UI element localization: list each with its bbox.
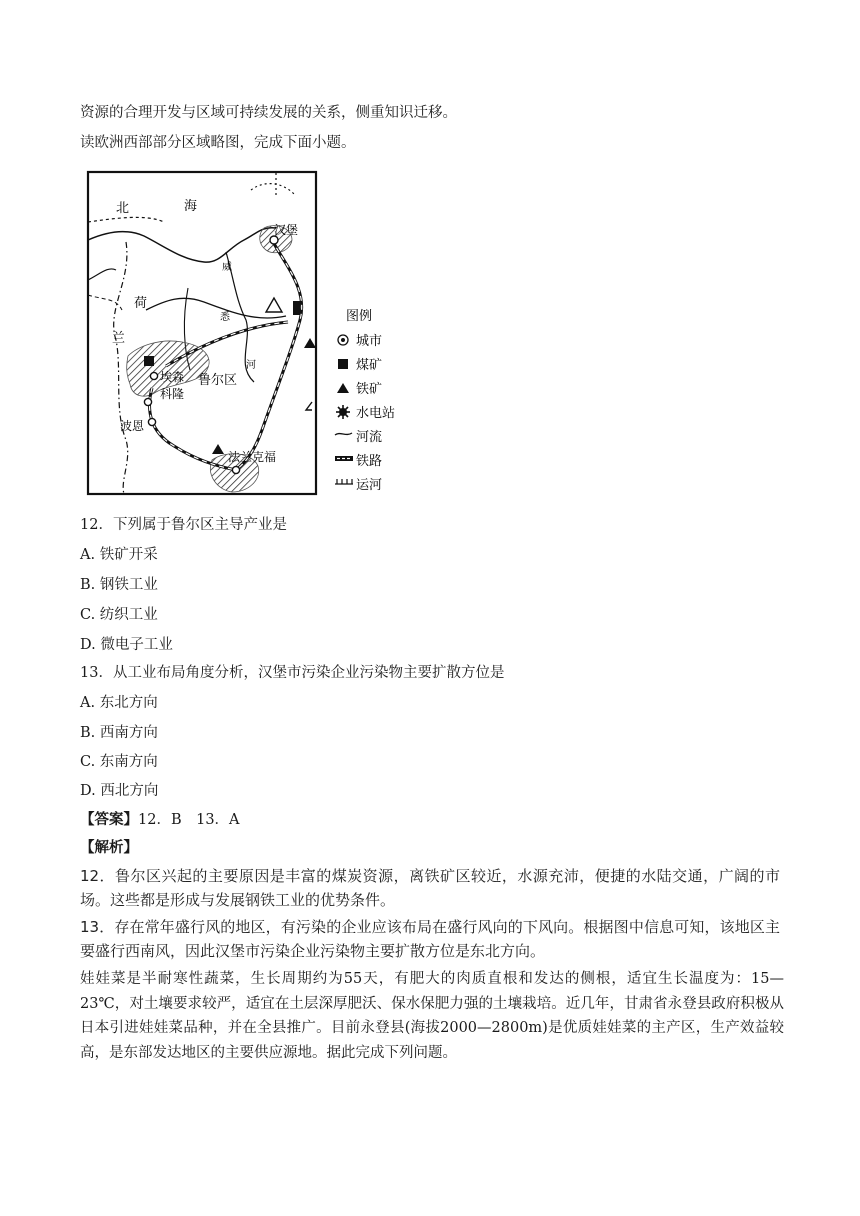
question-12-option-b: B. 钢铁工业 xyxy=(80,577,158,593)
analysis-13: 13．存在常年盛行风的地区，有污染的企业应该布局在盛行风向的下风向。根据图中信息可知，该地区主要盛行西南风，因此汉堡市污染企业污染物主要扩散方位是东北方向。 xyxy=(80,918,780,960)
city-label-essen: 埃森 xyxy=(160,370,185,384)
country-label-2: 兰 xyxy=(112,331,126,346)
legend-item-railway: 铁路 xyxy=(356,454,383,469)
question-13-option-c: C. 东南方向 xyxy=(80,754,158,770)
city-label-cologne: 科隆 xyxy=(160,387,185,401)
question-13-option-d: D. 西北方向 xyxy=(80,783,159,799)
answer-line xyxy=(80,810,240,830)
europe-west-map xyxy=(86,170,426,500)
legend-title: 图例 xyxy=(346,309,373,324)
river-label-1: 威 xyxy=(222,262,232,273)
river-label-2: 悉 xyxy=(220,312,230,323)
legend-item-city: 城市 xyxy=(356,334,383,349)
intro-line-2: 读欧洲西部部分区域略图，完成下面小题。 xyxy=(80,135,356,151)
analysis-12: 12．鲁尔区兴起的主要原因是丰富的煤炭资源，离铁矿区较近，水源充沛，便捷的水陆交通，广阔的市场。这些都是形成与发展钢铁工业的优势条件。 xyxy=(80,867,780,909)
cologne-city-icon xyxy=(144,398,151,405)
question-12-stem: 12．下列属于鲁尔区主导产业是 xyxy=(80,517,287,533)
answer-label: 【答案】 xyxy=(80,811,138,828)
region-label-ruhr: 鲁尔区 xyxy=(198,373,238,388)
country-label-1: 荷 xyxy=(134,296,148,311)
question-13-option-b: B. 西南方向 xyxy=(80,725,158,741)
river-label-3: 河 xyxy=(246,360,256,371)
sea-label-1: 北 xyxy=(116,201,130,216)
city-label-frankfurt: 法兰克福 xyxy=(228,450,277,464)
legend xyxy=(335,334,395,493)
question-13-option-a: A. 东北方向 xyxy=(80,695,158,711)
question-13-stem: 13．从工业布局角度分析，汉堡市污染企业污染物主要扩散方位是 xyxy=(80,665,505,681)
passage: 娃娃菜是半耐寒性蔬菜，生长周期约为55天，有肥大的肉质直根和发达的侧根，适宜生长温度为：15—23℃，对土壤要求较严，适宜在土层深厚肥沃、保水保肥力强的土壤栽培。近几年，甘肃省永登县政府积极从日本引进娃娃菜品种，并在全县推广。目前永登县(海拔2000—2800m)是优质娃娃菜的主产区，生产效益较高，是东部发达地区的主要供应源地。据此完成下列问题。 xyxy=(80,971,784,1061)
hamburg-city-icon xyxy=(270,236,278,244)
legend-item-canal: 运河 xyxy=(356,478,383,493)
question-12-option-a: A. 铁矿开采 xyxy=(80,547,158,563)
legend-item-river: 河流 xyxy=(356,430,383,445)
analysis-label: 【解析】 xyxy=(80,839,138,856)
essen-city-icon xyxy=(150,372,157,379)
question-12-option-d: D. 微电子工业 xyxy=(80,637,173,653)
question-12-option-c: C. 纺织工业 xyxy=(80,607,158,623)
city-label-hamburg: 汉堡 xyxy=(274,223,299,237)
city-label-bonn: 波恩 xyxy=(120,419,145,433)
legend-item-coal: 煤矿 xyxy=(356,358,383,373)
answer-text: 12．B 13．A xyxy=(138,812,240,828)
intro-line-1: 资源的合理开发与区域可持续发展的关系，侧重知识迁移。 xyxy=(80,105,457,121)
legend-item-hydro: 水电站 xyxy=(356,406,396,421)
bonn-city-icon xyxy=(148,418,155,425)
legend-item-iron: 铁矿 xyxy=(356,382,383,397)
frankfurt-city-icon xyxy=(232,466,239,473)
coal-mine-icon xyxy=(144,356,154,366)
sea-label-2: 海 xyxy=(184,199,198,214)
